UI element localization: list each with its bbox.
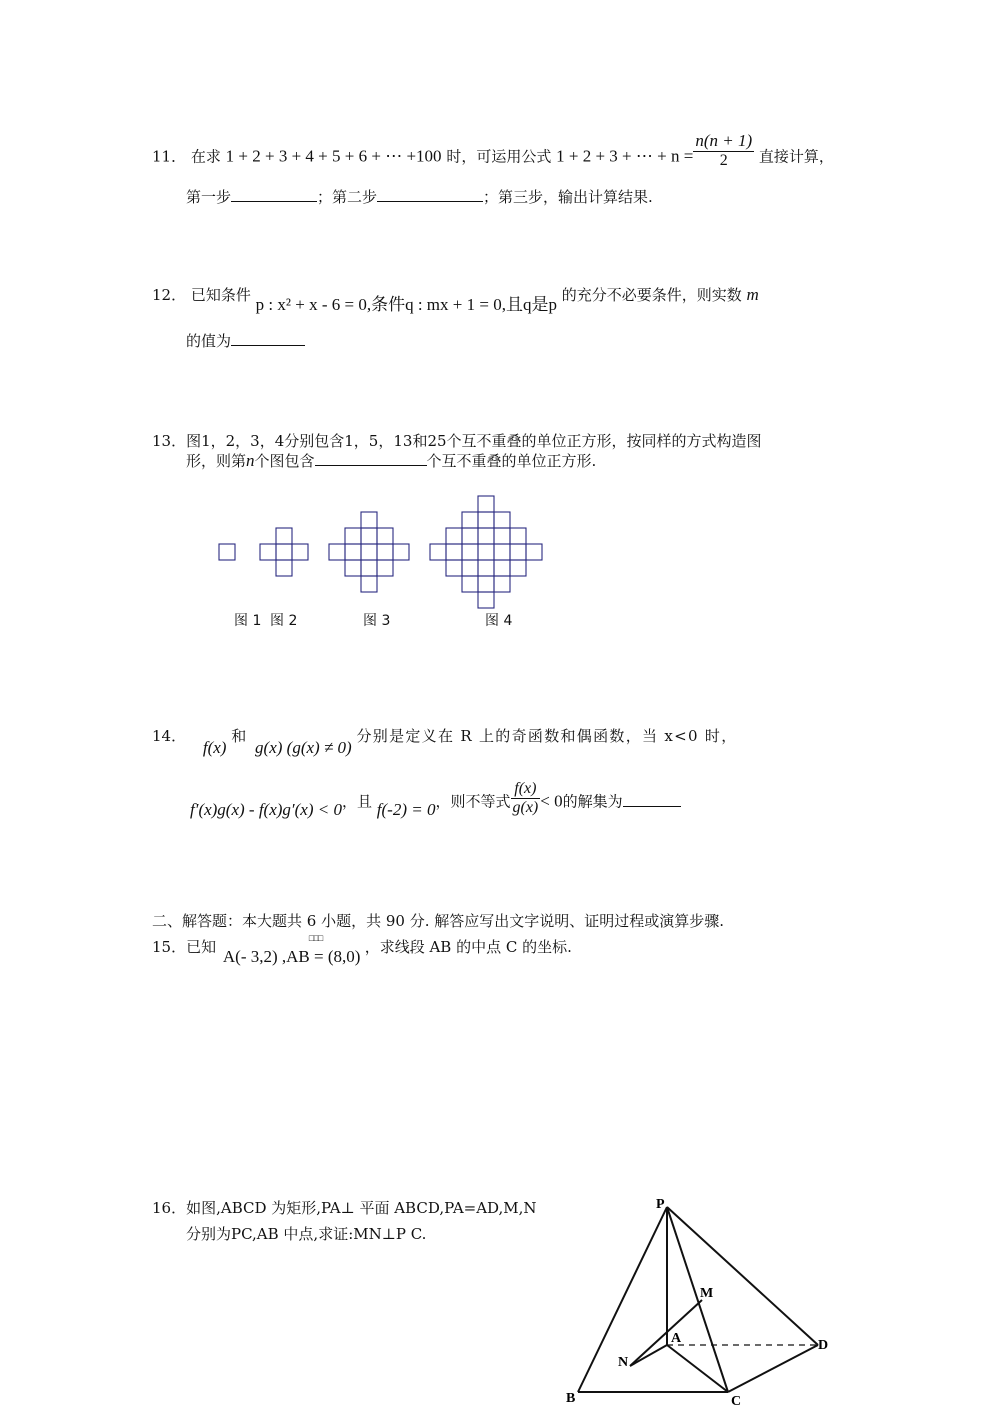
q14-condition: f(-2) = 0 [376, 799, 436, 819]
fig3-unit-square [361, 576, 377, 592]
fig4-unit-square [430, 544, 446, 560]
fig2-unit-square [276, 528, 292, 544]
q15-text-1: 已知 [186, 938, 217, 956]
fig3-unit-square [345, 528, 361, 544]
fig1-unit-square [219, 544, 235, 560]
q13-var-n: n [246, 451, 255, 470]
q15-line [152, 933, 572, 966]
q12-line1 [152, 280, 759, 314]
q11-sum-expression: 1 + 2 + 3 + 4 + 5 + 6 + ⋯ +100 [225, 146, 442, 166]
fig4-unit-square [462, 576, 478, 592]
q14-text-1: 分别是定义在 R 上的奇函数和偶函数，当 x<0 时， [356, 727, 738, 745]
fig3-unit-square [345, 560, 361, 576]
fig3-unit-square [377, 528, 393, 544]
label-N: N [618, 1355, 629, 1370]
fig2-unit-square [260, 544, 276, 560]
fig4-unit-square [478, 592, 494, 608]
fig4-unit-square [494, 560, 510, 576]
q13-text-4: 个互不重叠的单位正方形. [426, 452, 597, 470]
q14-number: 14． [152, 727, 187, 745]
q14-then: ，则不等式 [435, 792, 511, 811]
q12-blank[interactable] [231, 331, 305, 346]
q13-blank[interactable] [315, 451, 427, 466]
q14-blank[interactable] [623, 792, 681, 807]
fig4-unit-square [478, 560, 494, 576]
q12-text-1: 已知条件 [190, 286, 251, 304]
q11-step1-label: 第一步 [186, 188, 232, 206]
q12-line2 [186, 330, 305, 351]
q13-text-2: 形，则第 [186, 452, 247, 470]
q11-number: 11． [152, 147, 187, 166]
q13-caption-fig4: 图 4 [485, 613, 513, 629]
fig3-unit-square [377, 544, 393, 560]
fig3-unit-square [329, 544, 345, 560]
fig4-unit-square [510, 544, 526, 560]
fig4-unit-square [494, 512, 510, 528]
q11-line1 [152, 131, 834, 170]
fig2-unit-square [276, 544, 292, 560]
fig3-unit-square [361, 528, 377, 544]
q11-frac-denominator: 2 [719, 152, 728, 169]
fig4-unit-square [510, 560, 526, 576]
q15-number: 15． [152, 938, 187, 956]
q14-line1 [152, 725, 738, 757]
q13-text-3: 个图包含 [254, 452, 315, 470]
q13-text-1: 图1，2，3，4分别包含1，5，13和25个互不重叠的单位正方形，按同样的方式构造图 [186, 432, 762, 450]
q13-caption-fig3: 图 3 [363, 613, 391, 629]
q14-g: g(x) (g(x) ≠ 0) [255, 738, 352, 757]
fig4-unit-square [510, 528, 526, 544]
label-P: P [656, 1197, 665, 1212]
q13-caption-fig1: 图 1 [234, 613, 262, 629]
q12-var-m: m [746, 285, 759, 304]
q11-text-3: 直接计算， [758, 147, 834, 166]
label-A: A [671, 1331, 682, 1346]
fig4-unit-square [478, 512, 494, 528]
fig4-unit-square [478, 544, 494, 560]
fig2-unit-square [276, 560, 292, 576]
fig4-unit-square [462, 544, 478, 560]
q14-f: f(x) [202, 738, 227, 757]
q12-text-2: 的充分不必要条件，则实数 [561, 286, 742, 304]
q12-answer-label: 的值为 [186, 332, 232, 350]
fig3-unit-square [393, 544, 409, 560]
fig4-unit-square [462, 560, 478, 576]
q11-step2-label: ；第二步 [317, 188, 378, 206]
q16-pyramid-figure [560, 1195, 840, 1410]
q11-blank-1[interactable] [231, 187, 317, 202]
q15-text-2: ，求线段 AB 的中点 C 的坐标. [364, 938, 572, 956]
fig4-unit-square [478, 576, 494, 592]
fig3-unit-square [361, 512, 377, 528]
label-D: D [818, 1338, 829, 1353]
q11-formula-lhs: 1 + 2 + 3 + ⋯ + n = [556, 146, 694, 166]
fig3-unit-square [361, 560, 377, 576]
q15-vector-arrow-marks: □□□ [308, 933, 323, 943]
q14-inequality: f′(x)g(x) - f(x)g′(x) < 0 [190, 799, 342, 819]
fig3-unit-square [345, 544, 361, 560]
q11-formula-fraction [693, 131, 754, 170]
q14-fraction [511, 780, 541, 817]
label-C: C [731, 1394, 742, 1409]
fig4-unit-square [462, 512, 478, 528]
edge-CD [728, 1345, 818, 1392]
q16-text-2: 分别为PC,AB 中点,求证:MN⊥P C. [186, 1225, 427, 1243]
label-B: B [566, 1391, 576, 1406]
fig3-unit-square [377, 560, 393, 576]
q13-square-figures [210, 495, 560, 610]
q13-number: 13． [152, 432, 187, 450]
fig2-unit-square [292, 544, 308, 560]
q14-tail: 的解集为 [562, 792, 623, 811]
fig4-unit-square [446, 560, 462, 576]
q13-line1 [152, 430, 762, 451]
edge-AC [667, 1345, 728, 1392]
q14-lt-zero: < 0 [540, 791, 563, 811]
fig4-unit-square [462, 528, 478, 544]
q12-math-condition: p : x² + x - 6 = 0,条件q : mx + 1 = 0,且q是p [255, 295, 557, 314]
fig4-unit-square [446, 528, 462, 544]
section2-heading: 二、解答题：本大题共 6 小题，共 90 分. 解答应写出文字说明、证明过程或演算步骤. [152, 912, 725, 930]
q11-text-1: 在求 [190, 147, 221, 166]
q12-number: 12． [152, 286, 187, 304]
q15-math [222, 933, 365, 966]
fig3-unit-square [361, 544, 377, 560]
fig4-unit-square [494, 576, 510, 592]
q13-line2 [186, 450, 596, 471]
fig4-unit-square [494, 528, 510, 544]
fig4-unit-square [494, 544, 510, 560]
q11-frac-numerator: n(n + 1) [695, 131, 753, 150]
q14-line2 [190, 780, 681, 819]
q14-and: 和 [231, 727, 247, 745]
q14-qie: ，且 [342, 792, 373, 811]
fig4-unit-square [526, 544, 542, 560]
q11-line2 [186, 186, 653, 207]
fig4-unit-square [478, 528, 494, 544]
q13-caption-fig2: 图 2 [270, 613, 298, 629]
q14-frac-numerator: f(x) [511, 780, 541, 799]
q16-number: 16． [152, 1199, 187, 1217]
q11-text-2: 时，可运用公式 [446, 147, 552, 166]
label-M: M [700, 1286, 714, 1301]
q16-text-1: 如图,ABCD 为矩形,PA⊥ 平面 ABCD,PA=AD,M,N [186, 1199, 537, 1217]
q16-line1 [152, 1197, 537, 1218]
q11-step3-label: ；第三步，输出计算结果. [483, 188, 653, 206]
q14-frac-denominator: g(x) [512, 799, 539, 816]
fig4-unit-square [446, 544, 462, 560]
q16-line2 [186, 1223, 426, 1244]
fig4-unit-square [478, 496, 494, 512]
q15-math-expression: A(- 3,2) ,AB = (8,0) [222, 947, 361, 966]
q11-blank-2[interactable] [377, 187, 483, 202]
